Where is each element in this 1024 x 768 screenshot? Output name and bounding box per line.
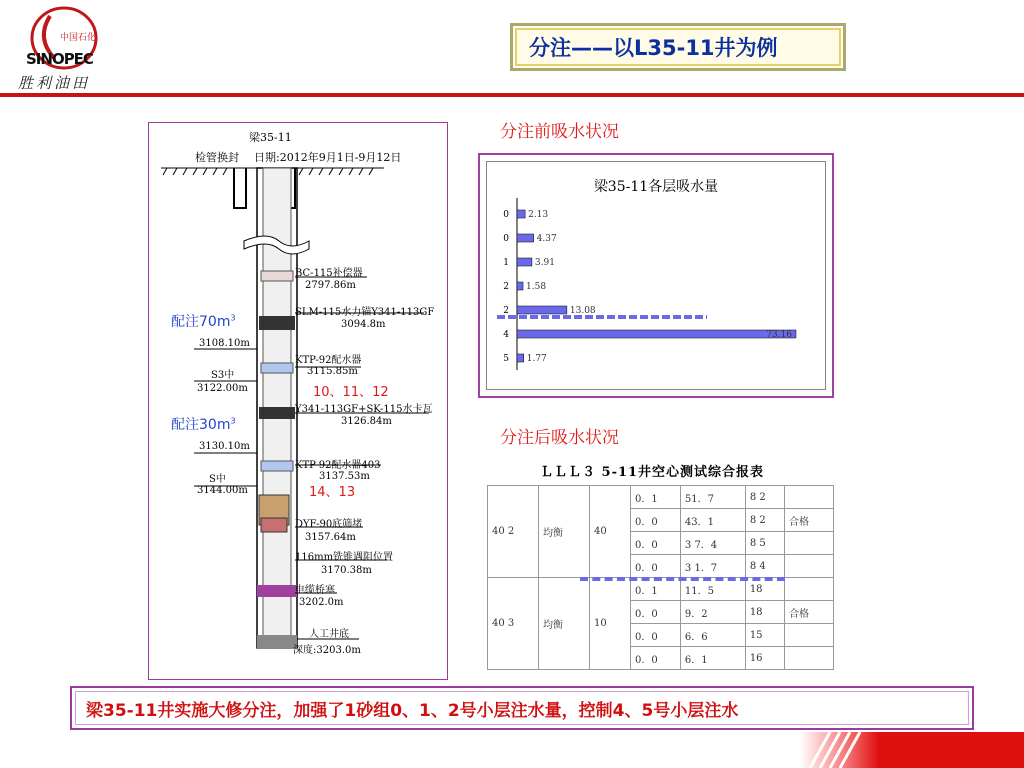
data-cell: 0．0 — [631, 555, 681, 578]
slide-title: 分注——以L35-11井为例 — [515, 28, 841, 66]
label-y341: Y341-113GF+SK-115水卡瓦 — [295, 404, 433, 415]
inj-note-30: 配注$30m^3$ — [171, 416, 236, 433]
label-d3130: 3130.10m — [199, 441, 250, 452]
data-cell: 6．6 — [680, 624, 745, 647]
value-cell: 10 — [590, 578, 631, 670]
category-label: 0 — [503, 210, 509, 220]
header-divider — [0, 93, 1024, 97]
label-s3: S3中 — [211, 370, 235, 381]
label-mill-depth: 3170.38m — [321, 565, 372, 576]
label-cable: 电缆桥塞 — [295, 585, 335, 596]
label-bottom: 人工井底 — [309, 629, 349, 640]
label-d3144: 3144.00m — [197, 485, 248, 496]
value-label: 1.77 — [526, 354, 547, 364]
data-cell: 18 — [745, 601, 784, 624]
value-label: 1.58 — [526, 282, 547, 292]
data-cell: 3 1．7 — [680, 555, 745, 578]
value-label: 13.08 — [569, 306, 596, 316]
data-cell: 8 5 — [745, 532, 784, 555]
category-label: 0 — [503, 234, 509, 244]
data-cell: 51．7 — [680, 486, 745, 509]
summary-box — [70, 686, 974, 730]
label-bc-depth: 2797.86m — [305, 280, 356, 291]
logo-cn-bottom: 胜利油田 — [18, 74, 91, 92]
result-cell: 合格 — [785, 509, 834, 532]
label-dyf: DYF-90底筛堵 — [295, 519, 363, 530]
data-cell: 3 7．4 — [680, 532, 745, 555]
category-label: 1 — [503, 258, 509, 268]
data-cell: 0．0 — [631, 647, 681, 670]
data-cell: 0．1 — [631, 578, 681, 601]
value-cell: 40 — [590, 486, 631, 578]
data-cell: 8 4 — [745, 555, 784, 578]
category-label: 5 — [503, 354, 509, 364]
value-label: 4.37 — [536, 234, 557, 244]
result-cell — [785, 624, 834, 647]
label-bc: BC-115补偿器 — [295, 268, 363, 279]
table-title: ＬＬＬ３ 5-11井空心测试综合报表 — [540, 465, 765, 480]
value-label: 73.16 — [766, 330, 792, 340]
label-dyf-depth: 3157.64m — [305, 532, 356, 543]
data-cell: 0．0 — [631, 624, 681, 647]
data-cell: 8 2 — [745, 486, 784, 509]
result-cell — [785, 578, 834, 601]
data-cell: 0．0 — [631, 532, 681, 555]
bar — [517, 354, 524, 362]
label-depth: 深度:3203.0m — [293, 645, 361, 656]
status-cell: 均衡 — [539, 578, 590, 670]
value-label: 2.13 — [528, 210, 549, 220]
label-slm: SLM-115水力锚Y341-113GF — [295, 307, 435, 318]
layer-cell: 40 3 — [488, 578, 539, 670]
stripe-decoration-icon — [740, 732, 1024, 768]
result-cell — [785, 486, 834, 509]
summary-text: 梁35-11井实施大修分注，加强了1砂组0、1、2号小层注水量，控制4、5号小层注水 — [75, 691, 969, 725]
layers-note-2: 14、13 — [309, 485, 356, 500]
bar — [517, 306, 567, 314]
data-cell: 8 2 — [745, 509, 784, 532]
label-s: S中 — [209, 474, 226, 485]
inj-note-70: 配注$70m^3$ — [171, 313, 236, 330]
label-ktp1-depth: 3115.85m — [307, 366, 358, 377]
data-cell: 16 — [745, 647, 784, 670]
corner-decoration — [740, 732, 1024, 768]
label-ktp1: KTP-92配水器 — [295, 355, 362, 366]
data-cell: 15 — [745, 624, 784, 647]
result-cell: 合格 — [785, 601, 834, 624]
status-cell: 均衡 — [539, 486, 590, 578]
layer-cell: 40 2 — [488, 486, 539, 578]
bar — [517, 330, 796, 338]
data-cell: 0．1 — [631, 486, 681, 509]
bar — [517, 258, 532, 266]
well-name: 梁35-11 — [249, 131, 292, 144]
bar — [517, 234, 534, 242]
data-cell: 6．1 — [680, 647, 745, 670]
category-label: 4 — [503, 330, 509, 340]
result-cell — [785, 647, 834, 670]
data-cell: 9．2 — [680, 601, 745, 624]
chart-title: 梁35-11各层吸水量 — [593, 179, 719, 195]
data-cell: 0．0 — [631, 601, 681, 624]
well-diagram — [148, 122, 448, 680]
data-cell: 43．1 — [680, 509, 745, 532]
bar — [517, 282, 523, 290]
label-cable-depth: 3202.0m — [299, 597, 344, 608]
result-cell — [785, 532, 834, 555]
label-d3122: 3122.00m — [197, 383, 248, 394]
well-work: 检管换封 — [195, 151, 239, 164]
result-cell — [785, 555, 834, 578]
category-label: 2 — [503, 306, 509, 316]
logo-cn-top: 中国石化 — [60, 33, 97, 43]
value-label: 3.91 — [534, 258, 555, 268]
well-date: 日期:2012年9月1日-9月12日 — [254, 151, 402, 164]
data-cell: 11．5 — [680, 578, 745, 601]
layers-note-1: 10、11、12 — [313, 385, 389, 400]
before-label: 分注前吸水状况 — [500, 122, 619, 142]
data-cell: 0．0 — [631, 509, 681, 532]
label-ktp2-depth: 3137.53m — [319, 471, 370, 482]
logo-brand: SINOPEC — [26, 50, 93, 68]
bar — [517, 210, 525, 218]
table-marker-line — [580, 577, 785, 581]
label-ktp2: KTP-92配水器403 — [295, 460, 381, 471]
slide-title-box — [510, 23, 846, 71]
category-label: 2 — [503, 282, 509, 292]
data-cell: 18 — [745, 578, 784, 601]
label-y341-depth: 3126.84m — [341, 416, 392, 427]
label-slm-depth: 3094.8m — [341, 319, 386, 330]
table-row — [488, 486, 834, 509]
sinopec-logo — [14, 4, 118, 92]
after-label: 分注后吸水状况 — [500, 428, 619, 448]
label-mill: 116mm铣锥遇阻位置 — [295, 552, 394, 563]
bar-chart-svg — [487, 192, 827, 392]
injection-chart — [478, 153, 834, 398]
label-d3108: 3108.10m — [199, 338, 250, 349]
